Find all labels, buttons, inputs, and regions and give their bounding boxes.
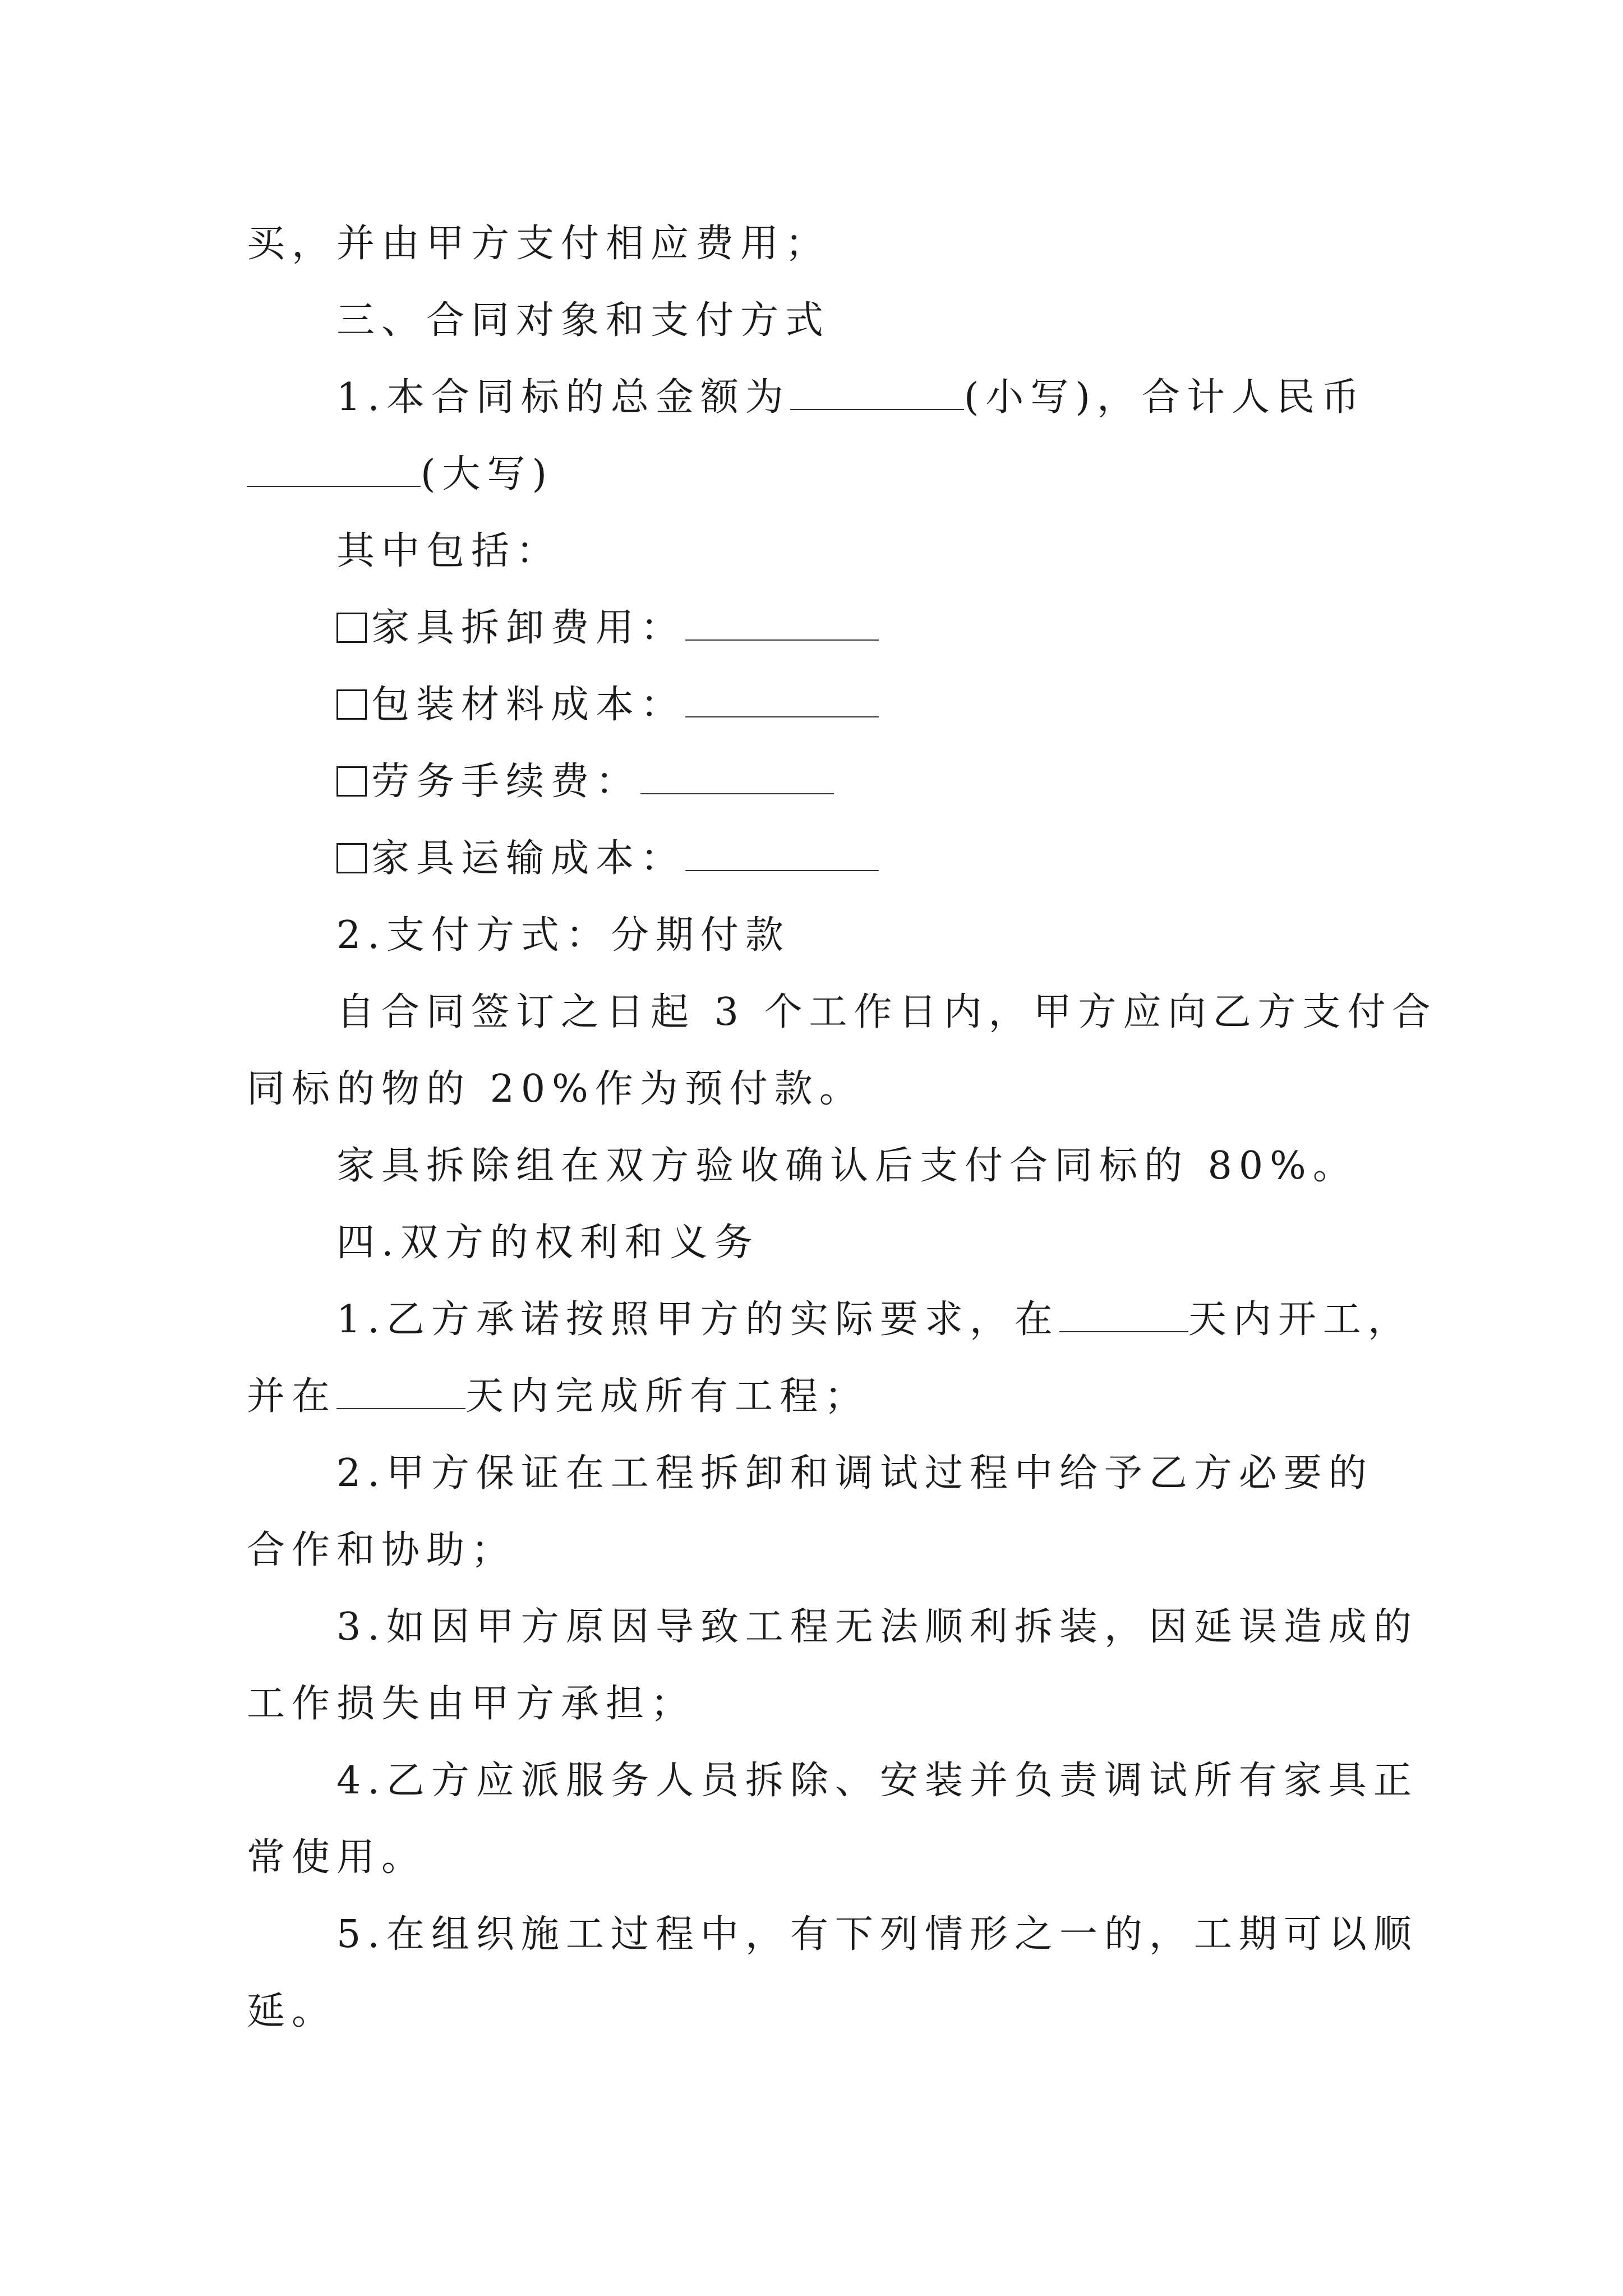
text-line: 其中包括：	[336, 529, 561, 573]
checklist-item	[336, 600, 879, 656]
text-line: 5.在组织施工过程中，有下列情形之一的，工期可以顺	[336, 1912, 1418, 1957]
text-segment: 并在	[247, 1374, 337, 1419]
checkbox-icon	[336, 613, 367, 643]
section-heading: 四.双方的权利和义务	[336, 1221, 759, 1265]
text-line	[336, 370, 1366, 426]
section-heading: 三、合同对象和支付方式	[336, 298, 831, 343]
text-segment: (大写)	[421, 452, 554, 496]
checklist-item	[336, 677, 879, 733]
checklist-item-label: 家具拆卸费用：	[371, 606, 686, 650]
text-line: 2.支付方式：分期付款	[336, 913, 790, 958]
text-segment: 天内开工，	[1188, 1297, 1413, 1342]
text-line: 自合同签订之日起 3 个工作日内，甲方应向乙方支付合	[336, 990, 1437, 1034]
checklist-item	[336, 831, 879, 887]
text-segment: (小写)，合计人民币	[963, 375, 1366, 420]
text-segment: 1.乙方承诺按照甲方的实际要求，在	[336, 1297, 1059, 1342]
text-line: 买，并由甲方支付相应费用；	[247, 222, 831, 266]
checklist-item	[336, 754, 834, 810]
text-line	[247, 1369, 869, 1425]
checkbox-icon	[336, 843, 367, 873]
text-line	[247, 447, 554, 503]
checklist-item-label: 包装材料成本：	[371, 683, 686, 727]
text-line: 常使用。	[247, 1835, 427, 1880]
text-line	[336, 1292, 1413, 1348]
blank-line	[790, 374, 964, 410]
blank-line	[1059, 1296, 1188, 1332]
text-line: 4.乙方应派服务人员拆除、安装并负责调试所有家具正	[336, 1759, 1418, 1803]
checklist-item-label: 劳务手续费：	[371, 760, 641, 804]
text-segment: 1.本合同标的总金额为	[336, 375, 790, 420]
blank-line	[247, 451, 421, 487]
blank-line	[685, 682, 879, 717]
text-line: 工作损失由甲方承担；	[247, 1682, 696, 1726]
text-line: 家具拆除组在双方验收确认后支付合同标的 80%。	[336, 1144, 1358, 1188]
text-line: 3.如因甲方原因导致工程无法顺利拆装，因延误造成的	[336, 1605, 1418, 1649]
text-line: 延。	[247, 1989, 337, 2033]
blank-line	[685, 605, 879, 641]
text-line: 2.甲方保证在工程拆卸和调试过程中给予乙方必要的	[336, 1451, 1373, 1496]
checklist-item-label: 家具运输成本：	[371, 836, 686, 881]
blank-line	[685, 835, 879, 871]
checkbox-icon	[336, 766, 367, 797]
blank-line	[640, 758, 834, 794]
text-segment: 天内完成所有工程；	[465, 1374, 870, 1419]
checkbox-icon	[336, 689, 367, 720]
text-line: 合作和协助；	[247, 1528, 517, 1572]
text-line: 同标的物的 20%作为预付款。	[247, 1067, 864, 1111]
blank-line	[336, 1373, 465, 1409]
